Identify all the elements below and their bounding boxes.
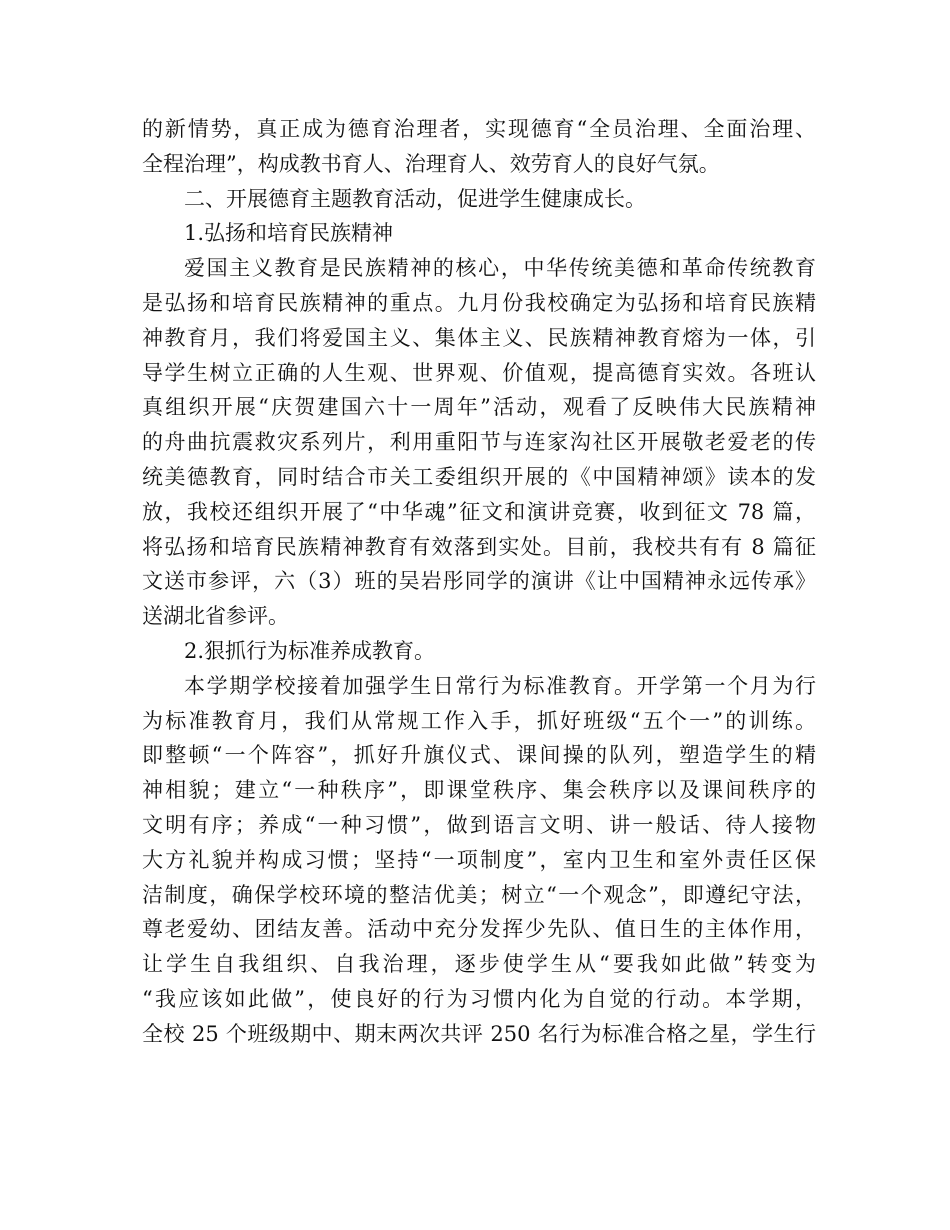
text-line: 大方礼貌并构成习惯；坚持“一项制度”，室内卫生和室外责任区保 [142,847,816,872]
document-body [142,112,816,1052]
text-line: 统美德教育，同时结合市关工委组织开展的《中国精神颂》读本的发 [142,464,816,489]
text-line: 洁制度，确保学校环境的整洁优美；树立“一个观念”，即遵纪守法， [142,882,816,907]
text-line: 爱国主义教育是民族精神的核心，中华传统美德和革命传统教育 [184,256,816,281]
text-line: 全程治理”，构成教书育人、治理育人、效劳育人的良好气氛。 [142,151,720,176]
text-line: 的舟曲抗震救灾系列片，利用重阳节与连家沟社区开展敬老爱老的传 [142,430,816,455]
text-line: 文明有序；养成“一种习惯”，做到语言文明、讲一般话、待人接物 [142,812,816,837]
text-line: 神相貌；建立“一种秩序”，即课堂秩序、集会秩序以及课间秩序的 [142,778,816,803]
text-line: 神教育月，我们将爱国主义、集体主义、民族精神教育熔为一体，引 [142,325,816,350]
text-line: 送湖北省参评。 [142,604,289,629]
subsection-heading: 2.狠抓行为标准养成教育。 [184,638,436,663]
text-line: “我应该如此做”，使良好的行为习惯内化为自觉的行动。本学期， [142,986,816,1011]
subsection-heading: 1.弘扬和培育民族精神 [184,221,394,246]
text-line: 本学期学校接着加强学生日常行为标准教育。开学第一个月为行 [184,673,816,698]
text-line: 的新情势，真正成为德育治理者，实现德育“全员治理、全面治理、 [142,117,816,141]
text-line: 即整顿“一个阵容”，抓好升旗仪式、课间操的队列，塑造学生的精 [142,743,816,768]
text-line: 放，我校还组织开展了“中华魂”征文和演讲竞赛，收到征文 78 篇， [142,499,816,524]
text-line: 导学生树立正确的人生观、世界观、价值观，提高德育实效。各班认 [142,360,816,385]
text-line: 是弘扬和培育民族精神的重点。九月份我校确定为弘扬和培育民族精 [142,290,816,315]
text-line: 文送市参评，六（3）班的吴岩彤同学的演讲《让中国精神永远传承》 [142,569,816,594]
text-line: 真组织开展“庆贺建国六十一周年”活动，观看了反映伟大民族精神 [142,395,816,420]
section-heading: 二、开展德育主题教育活动，促进学生健康成长。 [184,186,646,211]
text-line: 为标准教育月，我们从常规工作入手，抓好班级“五个一”的训练。 [142,708,816,733]
text-line: 让学生自我组织、自我治理，逐步使学生从“要我如此做”转变为 [142,952,816,977]
text-line: 全校 25 个班级期中、期末两次共评 250 名行为标准合格之星，学生行 [142,1021,816,1046]
text-line: 尊老爱幼、团结友善。活动中充分发挥少先队、值日生的主体作用， [142,917,816,942]
text-line: 将弘扬和培育民族精神教育有效落到实处。目前，我校共有有 8 篇征 [142,534,816,559]
